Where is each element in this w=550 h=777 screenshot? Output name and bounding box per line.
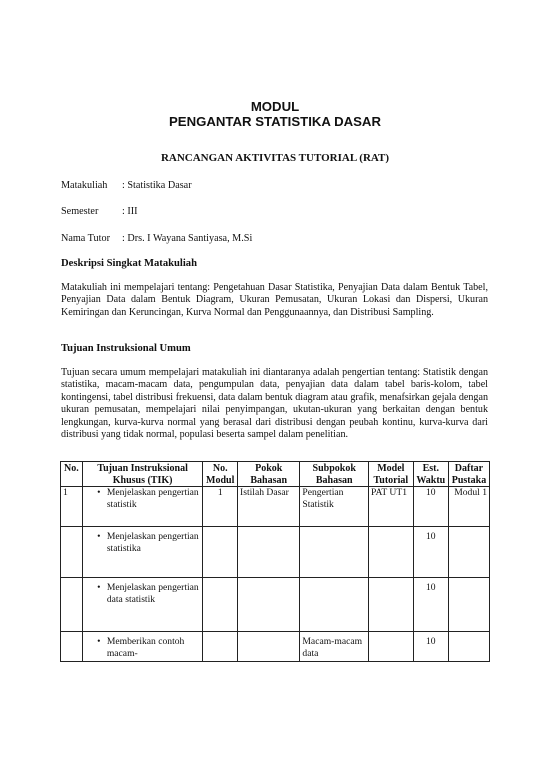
cell-tik-text: Menjelaskan pengertian statistik xyxy=(106,487,199,510)
deskripsi-heading: Deskripsi Singkat Matakuliah xyxy=(61,258,197,269)
bullet-icon: • xyxy=(97,582,101,594)
table-row xyxy=(61,632,490,662)
col-header-no: No. xyxy=(61,462,83,487)
cell-tik xyxy=(82,487,203,527)
cell-subpokok xyxy=(300,527,369,578)
title-line-2: PENGANTAR STATISTIKA DASAR xyxy=(169,114,381,129)
cell-tik-text: Memberikan contoh macam- xyxy=(106,636,185,659)
cell-model: PAT UT1 xyxy=(369,487,414,527)
cell-pokok xyxy=(238,578,300,632)
document-subtitle: RANCANGAN AKTIVITAS TUTORIAL (RAT) xyxy=(160,152,390,164)
cell-daftar xyxy=(448,527,489,578)
cell-no xyxy=(61,632,83,662)
cell-est: 10 xyxy=(413,487,448,527)
table-row xyxy=(61,527,490,578)
matakuliah-label: Matakuliah xyxy=(61,180,108,191)
cell-tik xyxy=(82,527,203,578)
cell-no xyxy=(61,527,83,578)
cell-modul xyxy=(203,527,238,578)
table-row xyxy=(61,578,490,632)
semester-label: Semester xyxy=(61,206,99,217)
cell-model xyxy=(369,632,414,662)
col-header-tik: Tujuan Instruksional Khusus (TIK) xyxy=(82,462,203,487)
semester-line xyxy=(61,206,138,217)
rat-table xyxy=(60,461,490,662)
cell-est: 10 xyxy=(413,527,448,578)
col-header-subpokok: Subpokok Bahasan xyxy=(300,462,369,487)
cell-modul: 1 xyxy=(203,487,238,527)
col-header-modul: No. Modul xyxy=(203,462,238,487)
tutor-line xyxy=(61,233,252,244)
title-line-1: MODUL xyxy=(250,99,300,114)
cell-subpokok: Pengertian Statistik xyxy=(300,487,369,527)
cell-subpokok: Macam-macam data xyxy=(300,632,369,662)
cell-tik-text: Menjelaskan pengertian statistika xyxy=(106,531,199,554)
tutor-value: : Drs. I Wayana Santiyasa, M.Si xyxy=(122,233,253,244)
matakuliah-value: : Statistika Dasar xyxy=(122,180,192,191)
cell-model xyxy=(369,527,414,578)
cell-tik xyxy=(82,578,203,632)
cell-modul xyxy=(203,578,238,632)
cell-pokok xyxy=(238,632,300,662)
cell-no: 1 xyxy=(61,487,83,527)
semester-value: : III xyxy=(122,206,138,217)
col-header-model: Model Tutorial xyxy=(369,462,414,487)
cell-est: 10 xyxy=(413,578,448,632)
col-header-est: Est. Waktu xyxy=(413,462,448,487)
tutor-label: Nama Tutor xyxy=(61,233,110,244)
bullet-icon: • xyxy=(97,636,101,648)
cell-est: 10 xyxy=(413,632,448,662)
tujuan-heading: Tujuan Instruksional Umum xyxy=(61,343,191,354)
cell-daftar xyxy=(448,632,489,662)
col-header-daftar: Daftar Pustaka xyxy=(448,462,489,487)
cell-tik xyxy=(82,632,203,662)
deskripsi-paragraph: Matakuliah ini mempelajari tentang: Pengetahuan Dasar Statistika, Penyajian Data dalam Bentuk Tabel, Penyajian Data dalam Bentuk Diagram, Ukuran Pemusatan, Ukuran Lokasi dan Dispersi, Ukuran Kemiringan dan Keruncingan, Kurva Normal dan Penggunaannya, dan Distribusi Sampling. xyxy=(61,282,488,318)
bullet-icon: • xyxy=(97,531,101,543)
bullet-icon: • xyxy=(97,487,101,499)
table-header-row xyxy=(61,462,490,487)
cell-modul xyxy=(203,632,238,662)
cell-daftar: Modul 1 xyxy=(448,487,489,527)
cell-tik-text: Menjelaskan pengertian data statistik xyxy=(106,582,199,605)
cell-daftar xyxy=(448,578,489,632)
cell-pokok xyxy=(238,527,300,578)
cell-subpokok xyxy=(300,578,369,632)
table-row xyxy=(61,487,490,527)
cell-pokok: Istilah Dasar xyxy=(238,487,300,527)
col-header-pokok: Pokok Bahasan xyxy=(238,462,300,487)
cell-model xyxy=(369,578,414,632)
document-title xyxy=(0,99,550,129)
cell-no xyxy=(61,578,83,632)
tujuan-paragraph: Tujuan secara umum mempelajari matakuliah ini diantaranya adalah pengertian tentang: Statistik dengan statistika, macam-macam data, pengumpulan data, penyajian data dalam tabel baris-kolom, tabel kontingensi, tabel distribusi frekuensi, data dalam bentuk diagram atau grafik, menafsirkan gejala dengan ukuran pemusatan, mempelajari nilai penyimpangan, ukutan-ukuran yang berkaitan dengan bentuk lengkungan, kurva-kurva normal yang berasal dari distribusi dengan peubah kontinu, kurva-kurva dari distribusi yang tidak normal, populasi beserta sampel dalam penelitian. xyxy=(61,367,488,441)
matakuliah-line xyxy=(61,180,192,191)
